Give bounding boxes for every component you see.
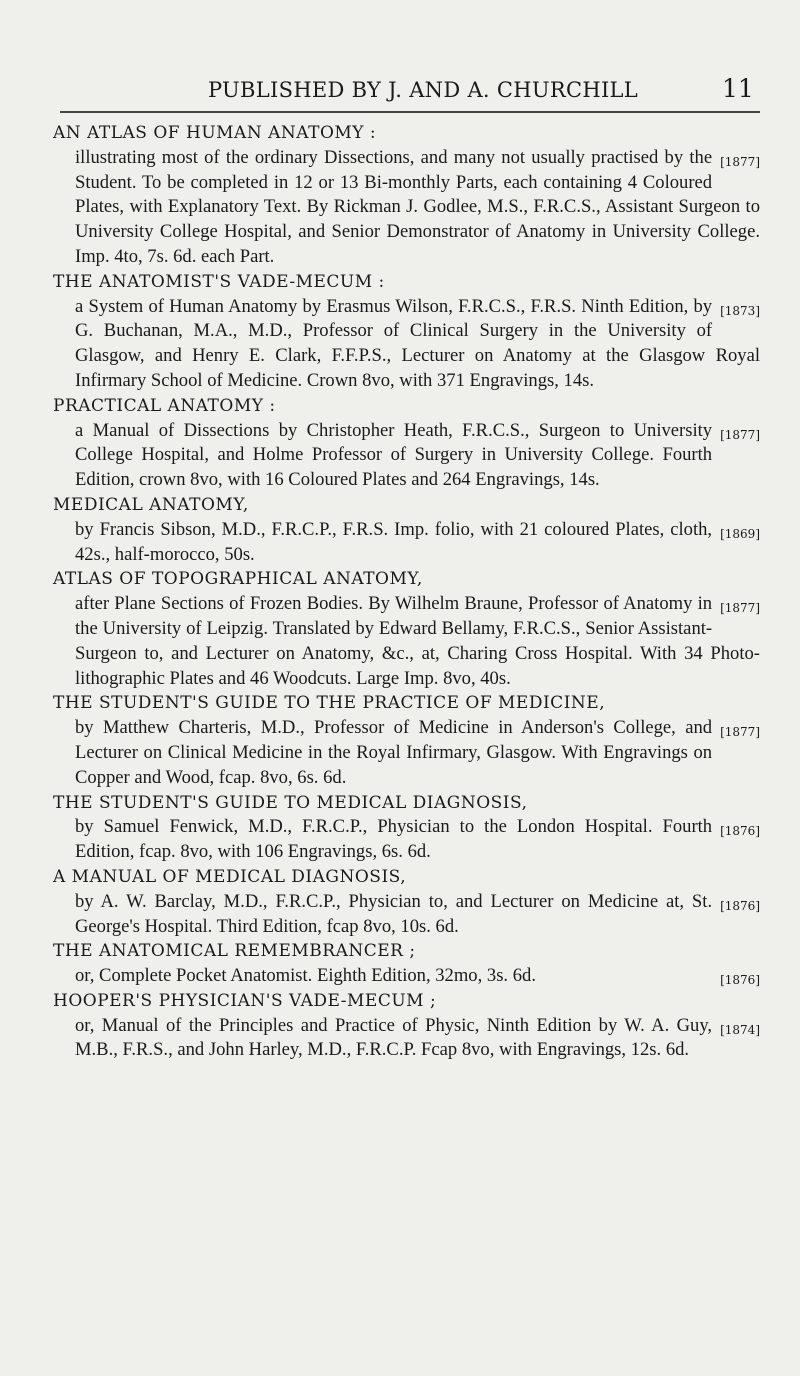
running-head-title: PUBLISHED BY J. AND A. CHURCHILL <box>208 78 639 102</box>
entry-year: [1877] <box>720 427 760 442</box>
entry-description <box>53 815 760 865</box>
entry-text: by Samuel Fenwick, M.D., F.R.C.P., Physician to the London Hospital. Fourth Edition, fcap. 8vo, with 106 Engravings, 6s. 6d. <box>75 816 713 863</box>
entry-title: ATLAS OF TOPOGRAPHICAL ANATOMY, <box>53 569 423 590</box>
entry-year: [1874] <box>720 1022 760 1037</box>
catalogue-entry <box>53 270 760 394</box>
running-head <box>0 66 800 106</box>
entry-year: [1877] <box>720 725 760 740</box>
catalogue-entry <box>53 567 760 691</box>
header-rule <box>60 111 760 113</box>
entry-description <box>53 592 760 691</box>
entry-text: a System of Human Anatomy by Erasmus Wilson, F.R.C.S., F.R.S. Ninth Edition, by G. Buchanan, M.A., M.D., Professor of Clinical Surgery in the University of Glasgow, and Henry E. Clark, F.F.P.S., Lecturer on Anatomy at the Glasgow Royal Infirmary School of Medicine. Crown 8vo, with 371 Engravings, 14s. <box>75 295 760 391</box>
entry-description <box>53 1014 760 1064</box>
entry-description <box>53 518 760 568</box>
entry-year: [1876] <box>720 824 760 839</box>
catalogue-entry <box>53 791 760 865</box>
entry-title: A MANUAL OF MEDICAL DIAGNOSIS, <box>53 866 407 887</box>
entry-text: or, Manual of the Principles and Practice of Physic, Ninth Edition by W. A. Guy, M.B., F.R.S., and John Harley, M.D., F.R.C.P. Fcap 8vo, with Engravings, 12s. 6d. <box>75 1014 713 1061</box>
catalogue-entry <box>53 121 760 270</box>
page-number: 11 <box>722 74 754 103</box>
entry-text: after Plane Sections of Frozen Bodies. By Wilhelm Braune, Professor of Anatomy in the University of Leipzig. Translated by Edward Bellamy, F.R.C.S., Senior Assistant-Surgeon to, and Lecturer on Anatomy, &c., at, Charing Cross Hospital. With 34 Photo-lithographic Plates and 46 Woodcuts. Large Imp. 8vo, 40s. <box>75 593 760 689</box>
entry-title: MEDICAL ANATOMY, <box>53 494 249 515</box>
entry-title: THE STUDENT'S GUIDE TO MEDICAL DIAGNOSIS, <box>53 792 528 813</box>
entry-title: THE ANATOMICAL REMEMBRANCER ; <box>53 941 416 962</box>
entry-title: THE ANATOMIST'S VADE-MECUM : <box>53 271 385 292</box>
entry-year: [1876] <box>720 973 760 988</box>
catalogue-entries <box>53 121 760 1063</box>
entry-title: THE STUDENT'S GUIDE TO THE PRACTICE OF MEDICINE, <box>53 693 606 714</box>
entry-text: by Francis Sibson, M.D., F.R.C.P., F.R.S. Imp. folio, with 21 coloured Plates, cloth, 42s., half-morocco, 50s. <box>75 518 713 565</box>
entry-year: [1876] <box>720 898 760 913</box>
entry-description <box>53 146 760 270</box>
entry-title: HOOPER'S PHYSICIAN'S VADE-MECUM ; <box>53 990 437 1011</box>
catalogue-entry <box>53 865 760 939</box>
entry-description <box>53 419 760 493</box>
entry-text: or, Complete Pocket Anatomist. Eighth Edition, 32mo, 3s. 6d. <box>75 965 536 987</box>
entry-text: a Manual of Dissections by Christopher Heath, F.R.C.S., Surgeon to University College Hospital, and Holme Professor of Surgery in University College. Fourth Edition, crown 8vo, with 16 Coloured Plates and 264 Engravings, 14s. <box>75 419 713 491</box>
catalogue-entry <box>53 394 760 493</box>
entry-text: by A. W. Barclay, M.D., F.R.C.P., Physician to, and Lecturer on Medicine at, St. George's Hospital. Third Edition, fcap 8vo, 10s. 6d. <box>75 890 713 937</box>
entry-text: by Matthew Charteris, M.D., Professor of Medicine in Anderson's College, and Lecturer on Clinical Medicine in the Royal Infirmary, Glasgow. With Engravings on Copper and Wood, fcap. 8vo, 6s. 6d. <box>75 717 713 788</box>
entry-year: [1877] <box>720 601 760 616</box>
entry-description <box>53 890 760 940</box>
entry-year: [1873] <box>720 303 760 318</box>
entry-year: [1869] <box>720 526 760 541</box>
catalogue-entry <box>53 493 760 567</box>
catalogue-entry <box>53 939 760 989</box>
entry-description <box>53 716 760 790</box>
entry-description <box>53 295 760 394</box>
entry-title: PRACTICAL ANATOMY : <box>53 395 276 416</box>
entry-description <box>53 964 760 989</box>
entry-text: illustrating most of the ordinary Dissections, and many not usually practised by the Student. To be completed in 12 or 13 Bi-monthly Parts, each containing 4 Coloured Plates, with Explanatory Text. By Rickman J. Godlee, M.S., F.R.C.S., Assistant Surgeon to University College Hospital, and Senior Demonstrator of Anatomy in University College. Imp. 4to, 7s. 6d. each Part. <box>75 146 760 267</box>
catalogue-entry <box>53 691 760 790</box>
entry-title: AN ATLAS OF HUMAN ANATOMY : <box>53 123 377 143</box>
catalogue-entry <box>53 989 760 1063</box>
entry-year: [1877] <box>720 154 760 169</box>
